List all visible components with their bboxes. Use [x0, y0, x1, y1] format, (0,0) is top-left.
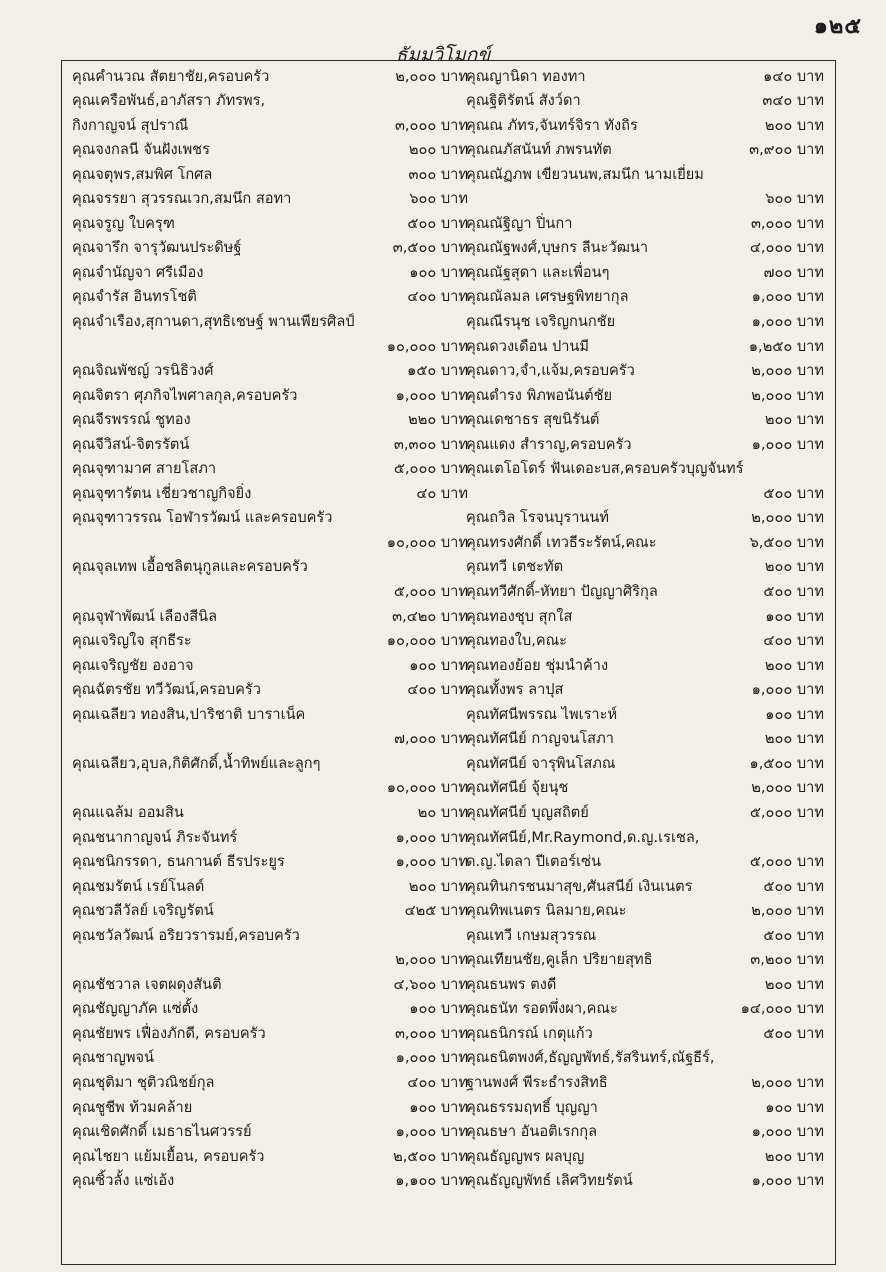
donation-amount: ๑,๐๐๐ บาท	[751, 1123, 824, 1141]
donor-entry	[466, 333, 824, 358]
donor-name: คุณณัลมล เศรษฐพิทยากุล	[466, 288, 629, 306]
donation-amount: ๒๒๐ บาท	[408, 411, 468, 429]
donor-name: คุณทองใบ,คณะ	[466, 632, 567, 650]
donation-amount: ๗๐๐ บาท	[763, 263, 824, 281]
donation-amount: ๑,๒๕๐ บาท	[748, 337, 824, 355]
donor-entry	[466, 1094, 824, 1119]
donor-name: คุณณ ภัทร,จันทร์จิรา ทังถิร	[466, 116, 638, 134]
donor-name: คุณแฉล้ม ออมสิน	[72, 803, 184, 821]
donation-amount: ๓๐๐ บาท	[408, 165, 468, 183]
donor-entry	[466, 971, 824, 996]
donor-entry	[72, 407, 468, 432]
donor-name: คุณทรงศักดิ์ เทวธีระรัตน์,คณะ	[466, 533, 657, 551]
donor-entry	[72, 1119, 468, 1144]
donation-amount: ๑,๐๐๐ บาท	[395, 853, 468, 871]
donor-entry	[72, 259, 468, 284]
donation-amount: ๑,๐๐๐ บาท	[751, 288, 824, 306]
donation-amount: ๔,๐๐๐ บาท	[749, 239, 824, 257]
donation-amount: ๒๐๐ บาท	[764, 1147, 824, 1165]
donor-name: คุณธนิตพงศ์,ธัญญพัทธ์,รัสรินทร์,ณัฐธีร์,	[466, 1049, 715, 1067]
donor-entry	[466, 308, 824, 333]
donation-amount: ๑๐๐ บาท	[765, 1098, 824, 1116]
left-donor-column	[72, 63, 468, 1192]
donor-entry	[466, 407, 824, 432]
donor-entry	[466, 701, 824, 726]
donor-name: ฐานพงศ์ พีระธำรงสิทธิ	[466, 1073, 608, 1091]
donor-entry	[466, 824, 824, 849]
donor-name: คุณจำรัส อินทรโชติ	[72, 288, 197, 306]
donor-name: คุณทินกรชนมาสุข,ศันสนีย์ เงินเนตร	[466, 877, 693, 895]
donor-name: คุณจุลเทพ เอื้อชลิตนุกูลและครอบครัว	[72, 558, 308, 576]
donation-amount: ๓,๐๐๐ บาท	[394, 116, 468, 134]
donor-name: คุณดวงเดือน ปานมี	[466, 337, 589, 355]
donor-entry	[466, 1045, 824, 1070]
donor-entry	[466, 382, 824, 407]
donor-entry	[466, 726, 824, 751]
donor-entry	[466, 554, 824, 579]
donation-amount: ๔๐๐ บาท	[763, 632, 824, 650]
donor-name: คุณแดง สำราญ,ครอบครัว	[466, 435, 632, 453]
donation-amount: ๓,๕๐๐ บาท	[392, 239, 468, 257]
donor-entry	[466, 750, 824, 775]
donor-name: คุณเฉลียว ทองสิน,ปาริชาติ บาราเน็ค	[72, 705, 306, 723]
donation-amount: ๑,๐๐๐ บาท	[751, 681, 824, 699]
donor-entry	[466, 1069, 824, 1094]
donation-amount: ๒,๐๐๐ บาท	[751, 1073, 824, 1091]
donor-name: คุณทวี เตชะทัต	[466, 558, 564, 576]
donor-entry	[466, 873, 824, 898]
donation-amount: ๒๐๐ บาท	[764, 411, 824, 429]
donation-amount: ๓๔๐ บาท	[762, 92, 824, 110]
donor-name: คุณณัฐิญา ปิ่นกา	[466, 214, 573, 232]
donation-amount: ๕,๐๐๐ บาท	[749, 803, 824, 821]
donor-name: คุณทัศนีย์ กาญจนโสภา	[466, 730, 614, 748]
donor-entry	[72, 284, 468, 309]
donation-amount: ๒,๐๐๐ บาท	[395, 67, 468, 85]
donor-entry	[72, 308, 468, 333]
donor-entry	[72, 996, 468, 1021]
donor-entry	[466, 628, 824, 653]
donor-entry	[72, 505, 468, 530]
donation-amount: ๑๐๐ บาท	[409, 1000, 468, 1018]
donor-name: คุณจารึก จารุวัฒนประดิษฐ์	[72, 239, 242, 257]
donation-amount: ๔๐ บาท	[416, 484, 468, 502]
donor-entry	[466, 63, 824, 88]
donation-amount: ๑๐๐ บาท	[409, 1098, 468, 1116]
donor-name: คุณทัศนีย์ บุญสถิตย์	[466, 803, 589, 821]
donor-entry	[466, 849, 824, 874]
donor-name: คุณณีรนุช เจริญกนกชัย	[466, 313, 616, 331]
donor-entry	[72, 1094, 468, 1119]
donation-amount: ๑,๕๐๐ บาท	[749, 754, 824, 772]
donor-name: คุณทองชุบ สุกใส	[466, 607, 573, 625]
donation-amount: ๑๔,๐๐๐ บาท	[740, 1000, 824, 1018]
donor-entry	[72, 1168, 468, 1193]
donor-entry	[72, 922, 468, 947]
donor-name: คุณจุฑารัตน เชี่ยวชาญกิจยิ่ง	[72, 484, 252, 502]
donor-name: คุณธษา อันอติเรกกุล	[466, 1123, 598, 1141]
donation-amount: ๒,๐๐๐ บาท	[751, 362, 824, 380]
donation-amount: ๕๐๐ บาท	[763, 484, 824, 502]
donation-amount: ๖๐๐ บาท	[409, 190, 468, 208]
donor-entry	[466, 677, 824, 702]
donor-name: คุณธัญญพร ผลบุญ	[466, 1147, 585, 1165]
donor-entry	[466, 947, 824, 972]
donor-entry	[466, 235, 824, 260]
donor-name: คุณธนพร ตงดี	[466, 975, 557, 993]
donor-name: คุณณัฐสุดา และเพื่อนๆ	[466, 263, 610, 281]
donation-amount: ๕๐๐ บาท	[763, 926, 824, 944]
donor-entry	[72, 358, 468, 383]
donation-amount: ๑๕๐ บาท	[407, 362, 468, 380]
donor-name: คุณจำเรือง,สุกานดา,สุทธิเชษฐ์ พานเพียรศิลป์	[72, 313, 355, 331]
donor-entry	[466, 1168, 824, 1193]
donation-amount: ๕,๐๐๐ บาท	[393, 583, 468, 601]
donor-entry	[72, 456, 468, 481]
donor-name: คุณชัญญาภัค แซ่ตั้ง	[72, 1000, 199, 1018]
donor-name: คุณธรรมฤทธิ์ บุญญา	[466, 1098, 598, 1116]
donor-entry-continuation	[72, 529, 468, 554]
donor-name: คุณเฉลียว,อุบล,กิติศักดิ์,น้ำทิพย์และลูกๆ	[72, 754, 321, 772]
donor-name: คุณณภัสนันท์ ภพรนทัต	[466, 141, 612, 159]
donor-entry	[72, 554, 468, 579]
donor-name: คุณทั้งพร ลาปุส	[466, 681, 564, 699]
donation-amount: ๗,๐๐๐ บาท	[393, 730, 468, 748]
donor-entry	[466, 578, 824, 603]
donation-amount: ๑๐,๐๐๐ บาท	[386, 779, 468, 797]
donor-name: คุณเทวี เกษมสุวรรณ	[466, 926, 597, 944]
donation-amount: ๒๐๐ บาท	[408, 877, 468, 895]
donor-name: คุณทิพเนตร นิลมาย,คณะ	[466, 902, 627, 920]
donor-entry	[72, 1045, 468, 1070]
donor-entry	[72, 1069, 468, 1094]
donor-name: คุณธนิกรณ์ เกตุแก้ว	[466, 1024, 593, 1042]
donor-entry	[466, 259, 824, 284]
donor-entry-continuation	[72, 578, 468, 603]
donor-name: คุณไชยา แย้มเยื้อน, ครอบครัว	[72, 1147, 265, 1165]
donor-name: คุณทัศนีย์,Mr.Raymond,ด.ญ.เรเชล,	[466, 828, 700, 846]
donor-entry-continuation	[72, 775, 468, 800]
donor-name: คุณจิตรา ศุภกิจไพศาลกุล,ครอบครัว	[72, 386, 298, 404]
donor-name: คุณดาว,จำ,แจ้ม,ครอบครัว	[466, 362, 635, 380]
donor-name: คุณชนิกรรดา, ธนกานต์ ธีรประยูร	[72, 853, 285, 871]
donor-entry	[72, 824, 468, 849]
donor-entry	[72, 750, 468, 775]
donor-name: คุณชวัลวัฒน์ อริยวรารมย์,ครอบครัว	[72, 926, 300, 944]
page-header: ธัมมวิโมกข์	[395, 44, 491, 66]
donation-amount: ๑,๑๐๐ บาท	[395, 1172, 468, 1190]
donor-entry	[72, 137, 468, 162]
donation-amount: ๓,๔๒๐ บาท	[392, 607, 468, 625]
donation-amount: ๕,๐๐๐ บาท	[749, 853, 824, 871]
donor-entry	[72, 873, 468, 898]
donation-amount: ๓,๒๐๐ บาท	[750, 951, 824, 969]
donor-name: คุณจีวิสน์-จิตรรัตน์	[72, 435, 190, 453]
donor-entry	[466, 431, 824, 456]
donor-name: คุณจรรยา สุวรรณเวก,สมนึก สอทา	[72, 190, 292, 208]
donor-entry	[72, 210, 468, 235]
donation-amount: ๑,๐๐๐ บาท	[395, 828, 468, 846]
donor-entry	[72, 1143, 468, 1168]
donor-entry	[72, 652, 468, 677]
donor-entry-continuation	[72, 726, 468, 751]
donation-amount: ๑๐๐ บาท	[765, 705, 824, 723]
donation-amount: ๔๐๐ บาท	[407, 681, 468, 699]
donor-entry	[72, 971, 468, 996]
donation-amount: ๖,๕๐๐ บาท	[749, 533, 824, 551]
donation-amount: ๑๐๐ บาท	[765, 607, 824, 625]
donation-amount: ๔๒๕ บาท	[404, 902, 468, 920]
donor-name: คุณจุฑามาศ สายโสภา	[72, 460, 217, 478]
donor-name: คุณทัศนีย์ จุ้ยนุช	[466, 779, 569, 797]
donor-name: คุณเจริญใจ สุกธีระ	[72, 632, 192, 650]
donor-entry	[72, 88, 468, 113]
donation-amount: ๑,๐๐๐ บาท	[395, 1123, 468, 1141]
donor-name: คุณดำรง พิภพอนันต์ชัย	[466, 386, 613, 404]
donation-amount: ๒,๐๐๐ บาท	[751, 386, 824, 404]
donor-entry	[466, 775, 824, 800]
donor-entry-continuation	[72, 333, 468, 358]
donation-amount: ๒,๐๐๐ บาท	[751, 509, 824, 527]
donor-entry	[466, 898, 824, 923]
donor-name: คุณธนัท รอดพึ่งผา,คณะ	[466, 1000, 618, 1018]
donor-entry	[72, 701, 468, 726]
donation-amount: ๔๐๐ บาท	[407, 1073, 468, 1091]
page-number: ๑๒๕	[813, 14, 862, 39]
donor-name: คุณซิ้วลั้ง แซ่เอ้ง	[72, 1172, 175, 1190]
donation-amount: ๕๐๐ บาท	[407, 214, 468, 232]
donor-entry	[72, 1020, 468, 1045]
donor-entry	[466, 922, 824, 947]
donor-entry	[466, 137, 824, 162]
donation-amount: ๓,๓๐๐ บาท	[393, 435, 468, 453]
donor-entry	[466, 652, 824, 677]
donor-name: คุณทัศนีย์ จารุพินโสภณ	[466, 754, 616, 772]
donor-name: คุณจำนัญจา ศรีเมือง	[72, 263, 204, 281]
donor-entry	[72, 628, 468, 653]
donor-entry	[72, 161, 468, 186]
donor-name: ด.ญ.ไดลา ปีเตอร์เซ่น	[466, 853, 601, 871]
donor-entry	[72, 186, 468, 211]
donor-name: คุณชาญพจน์	[72, 1049, 154, 1067]
donor-entry	[466, 358, 824, 383]
donation-amount: ๒๐๐ บาท	[764, 116, 824, 134]
donation-amount: ๒,๐๐๐ บาท	[395, 951, 468, 969]
donor-entry	[466, 456, 824, 481]
donor-entry	[466, 529, 824, 554]
donor-name: คุณฉัตรชัย ทวีวัฒน์,ครอบครัว	[72, 681, 261, 699]
donor-entry	[466, 210, 824, 235]
donation-amount: ๒๐๐ บาท	[408, 141, 468, 159]
donor-name: คุณจุฑาวรรณ โอฬารวัฒน์ และครอบครัว	[72, 509, 333, 527]
donor-name: คุณชมรัตน์ เรย์โนลด์	[72, 877, 205, 895]
donation-amount: ๔,๖๐๐ บาท	[393, 975, 468, 993]
donor-entry	[466, 88, 824, 113]
donor-name: คุณจิณพัชญ์ วรนิธิวงศ์	[72, 362, 214, 380]
donation-amount: ๓,๐๐๐ บาท	[394, 1024, 468, 1042]
donation-amount: ๒,๐๐๐ บาท	[751, 779, 824, 797]
donor-entry	[72, 431, 468, 456]
donor-entry-continuation	[466, 186, 824, 211]
donor-name: คุณชุติมา ชุติวณิชย์กุล	[72, 1073, 215, 1091]
donor-name: คุณคำนวณ สัตยาชัย,ครอบครัว	[72, 67, 270, 85]
donor-name: คุณฐิติรัตน์ สังว์ดา	[466, 92, 581, 110]
donor-name: คุณชัชวาล เจตผดุงสันติ	[72, 975, 222, 993]
donation-amount: ๒๐ บาท	[417, 803, 468, 821]
donor-name: คุณทวีศักดิ์-หัทยา ปัญญาศิริกุล	[466, 583, 658, 601]
donation-amount: ๒๐๐ บาท	[764, 730, 824, 748]
donor-name: คุณชัยพร เฟื่องภักดี, ครอบครัว	[72, 1024, 266, 1042]
donor-name: คุณณัฐพงศ์,บุษกร ลีนะวัฒนา	[466, 239, 649, 257]
donor-name: คุณทัศนีพรรณ ไพเราะห์	[466, 705, 618, 723]
donation-amount: ๕๐๐ บาท	[763, 1024, 824, 1042]
donation-amount: ๖๐๐ บาท	[765, 190, 824, 208]
donor-entry	[466, 505, 824, 530]
donor-entry	[72, 382, 468, 407]
donor-entry	[466, 161, 824, 186]
donor-entry	[466, 799, 824, 824]
donation-amount: ๕๐๐ บาท	[763, 583, 824, 601]
donation-amount: ๑,๐๐๐ บาท	[395, 386, 468, 404]
donor-entry	[72, 63, 468, 88]
donor-name: คุณจีรพรรณ์ ชูทอง	[72, 411, 191, 429]
donor-entry	[72, 898, 468, 923]
donor-entry	[466, 1119, 824, 1144]
donor-name: คุณชวลีวัลย์ เจริญรัตน์	[72, 902, 214, 920]
donor-name: คุณเตโอโดร์ ฟันเดอะบส,ครอบครัวบุญจันทร์	[466, 460, 744, 478]
donation-amount: ๑๐,๐๐๐ บาท	[386, 337, 468, 355]
donor-name: คุณชูชีพ ท้วมคล้าย	[72, 1098, 193, 1116]
donor-entry	[466, 1020, 824, 1045]
donation-amount: ๑,๐๐๐ บาท	[751, 435, 824, 453]
donor-name: คุณทองย้อย ชุ่มนำค้าง	[466, 656, 609, 674]
donor-entry	[72, 480, 468, 505]
donation-amount: ๑๐๐ บาท	[409, 263, 468, 281]
donation-amount: ๔๐๐ บาท	[407, 288, 468, 306]
donor-entry	[466, 603, 824, 628]
donation-amount: ๑,๐๐๐ บาท	[395, 1049, 468, 1067]
donation-amount: ๑๐,๐๐๐ บาท	[386, 533, 468, 551]
donor-entry	[72, 112, 468, 137]
donation-amount: ๑,๐๐๐ บาท	[751, 313, 824, 331]
donation-amount: ๒๐๐ บาท	[764, 558, 824, 576]
donor-name: คุณจรูญ ใบครุฑ	[72, 214, 175, 232]
right-donor-column	[466, 63, 824, 1192]
donation-amount: ๒๐๐ บาท	[764, 975, 824, 993]
donor-entry-continuation	[72, 947, 468, 972]
donor-entry	[466, 112, 824, 137]
donation-amount: ๒,๐๐๐ บาท	[751, 902, 824, 920]
donor-entry	[466, 284, 824, 309]
donor-entry-continuation	[466, 480, 824, 505]
donor-entry	[466, 996, 824, 1021]
donor-name: คุณชนากาญจน์ ภิระจันทร์	[72, 828, 238, 846]
donor-name: คุณธัญญพัทธ์ เลิศวิทยรัตน์	[466, 1172, 633, 1190]
donor-entry	[72, 603, 468, 628]
donor-name: คุณจงกลนี จันฝังเพชร	[72, 141, 210, 159]
donation-amount: ๓,๙๐๐ บาท	[749, 141, 824, 159]
donor-name: คุณเทียนชัย,คูเล็ก ปริยายสุทธิ	[466, 951, 653, 969]
donation-amount: ๕,๐๐๐ บาท	[393, 460, 468, 478]
donor-name: คุณเจริญชัย องอาจ	[72, 656, 194, 674]
donation-amount: ๒,๕๐๐ บาท	[393, 1147, 468, 1165]
donor-name: คุณญานิดา ทองทา	[466, 67, 586, 85]
donor-name: กิงกาญจน์ สุปราณี	[72, 116, 189, 134]
donation-amount: ๑๐,๐๐๐ บาท	[386, 632, 468, 650]
donor-name: คุณถวิล โรจนบุรานนท์	[466, 509, 609, 527]
donation-amount: ๒๐๐ บาท	[764, 656, 824, 674]
donor-name: คุณณัฏภพ เขียวนนพ,สมนึก นามเยี่ยม	[466, 165, 704, 183]
donation-amount: ๑,๐๐๐ บาท	[751, 1172, 824, 1190]
donation-amount: ๕๐๐ บาท	[763, 877, 824, 895]
donor-entry	[72, 799, 468, 824]
donation-amount: ๓,๐๐๐ บาท	[750, 214, 824, 232]
donor-name: คุณจุฬาพัฒน์ เลืองสีนิล	[72, 607, 218, 625]
donor-name: คุณจตุพร,สมพิศ โกศล	[72, 165, 213, 183]
donor-entry	[466, 1143, 824, 1168]
donor-entry	[72, 677, 468, 702]
donor-name: คุณเดชาธร สุขนิรันต์	[466, 411, 600, 429]
donation-amount: ๑๐๐ บาท	[409, 656, 468, 674]
donation-amount: ๑๔๐ บาท	[763, 67, 824, 85]
donor-name: คุณเชิดศักดิ์ เมธาธไนศวรรย์	[72, 1123, 252, 1141]
donor-entry	[72, 235, 468, 260]
donor-entry	[72, 849, 468, 874]
donor-name: คุณเครือพันธ์,อาภัสรา ภัทรพร,	[72, 92, 266, 110]
